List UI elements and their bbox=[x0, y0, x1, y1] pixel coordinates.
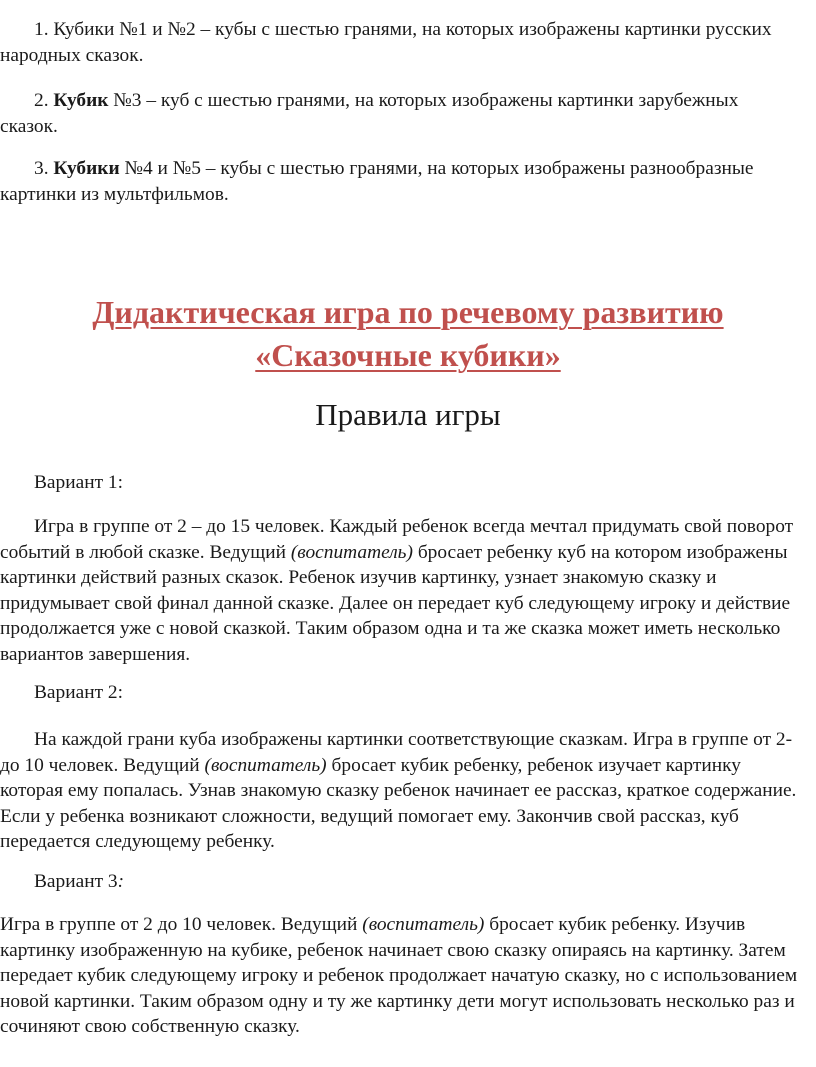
list-item-bold: Кубики bbox=[53, 158, 120, 179]
variant-2-italic: (воспитатель) bbox=[204, 754, 327, 776]
variant-3-label: Вариант 3: bbox=[34, 871, 125, 892]
list-number: 1. bbox=[34, 19, 54, 40]
document-title-line-2: «Сказочные кубики» bbox=[255, 337, 561, 373]
variant-2-label: Вариант 2: bbox=[34, 682, 123, 703]
list-number: 2. bbox=[34, 90, 54, 111]
section-subtitle: Правила игры bbox=[315, 397, 501, 432]
document-title-line-1: Дидактическая игра по речевому развитию bbox=[92, 294, 724, 330]
variant-1-text: Игра в группе от 2 – до 15 человек. Каждый ребенок всегда мечтал придумать свой поворот событий в любой сказке. Ведущий (воспитатель) бросает ребенку куб на котором изображены картинки действий разных сказок. Ребенок изучив картинку, узнает знакомую сказку и придумывает свой финал данной сказке. Далее он передает куб следующему игроку и действие продолжается уже с новой сказкой. Таким образом одна и та же сказка может иметь несколько вариантов завершения. bbox=[0, 516, 794, 665]
list-item-3 bbox=[0, 156, 760, 207]
list-item-2 bbox=[0, 88, 760, 139]
list-number: 3. bbox=[34, 158, 54, 179]
list-item-1 bbox=[0, 17, 812, 68]
list-item-text: Кубики №1 и №2 – кубы с шестью гранями, на которых изображены картинки русских народных сказок. bbox=[0, 19, 772, 66]
variant-1-italic: (воспитатель) bbox=[290, 541, 413, 563]
variant-3-italic: (воспитатель) bbox=[362, 914, 485, 935]
variant-2-text: На каждой грани куба изображены картинки соответствующие сказкам. Игра в группе от 2- до 10 человек. Ведущий (воспитатель) бросает кубик ребенку, ребенок изучает картинку которая ему попалась. Узнав знакомую сказку ребенок начинает ее рассказ, краткое содержание. Если у ребенка возникают сложности, ведущий помогает ему. Закончив свой рассказ, куб передается следующему ребенку. bbox=[0, 729, 797, 853]
variant-3-text: Игра в группе от 2 до 10 человек. Ведущий (воспитатель) бросает кубик ребенку. Изучив картинку изображенную на кубике, ребенок начинает свою сказку опираясь на картинку. Затем передает кубик следующему игроку и ребенок продолжает начатую сказку, но с использованием новой картинки. Таким образом одну и ту же картинку дети могут использовать несколько раз и сочиняют свою собственную сказку. bbox=[0, 914, 798, 1038]
list-item-bold: Кубик bbox=[53, 90, 109, 111]
variant-1-label: Вариант 1: bbox=[34, 472, 123, 493]
list-item-text: №3 – куб с шестью гранями, на которых изображены картинки зарубежных сказок. bbox=[0, 90, 739, 137]
list-item-text: №4 и №5 – кубы с шестью гранями, на которых изображены разнообразные картинки из мультфильмов. bbox=[0, 158, 754, 205]
